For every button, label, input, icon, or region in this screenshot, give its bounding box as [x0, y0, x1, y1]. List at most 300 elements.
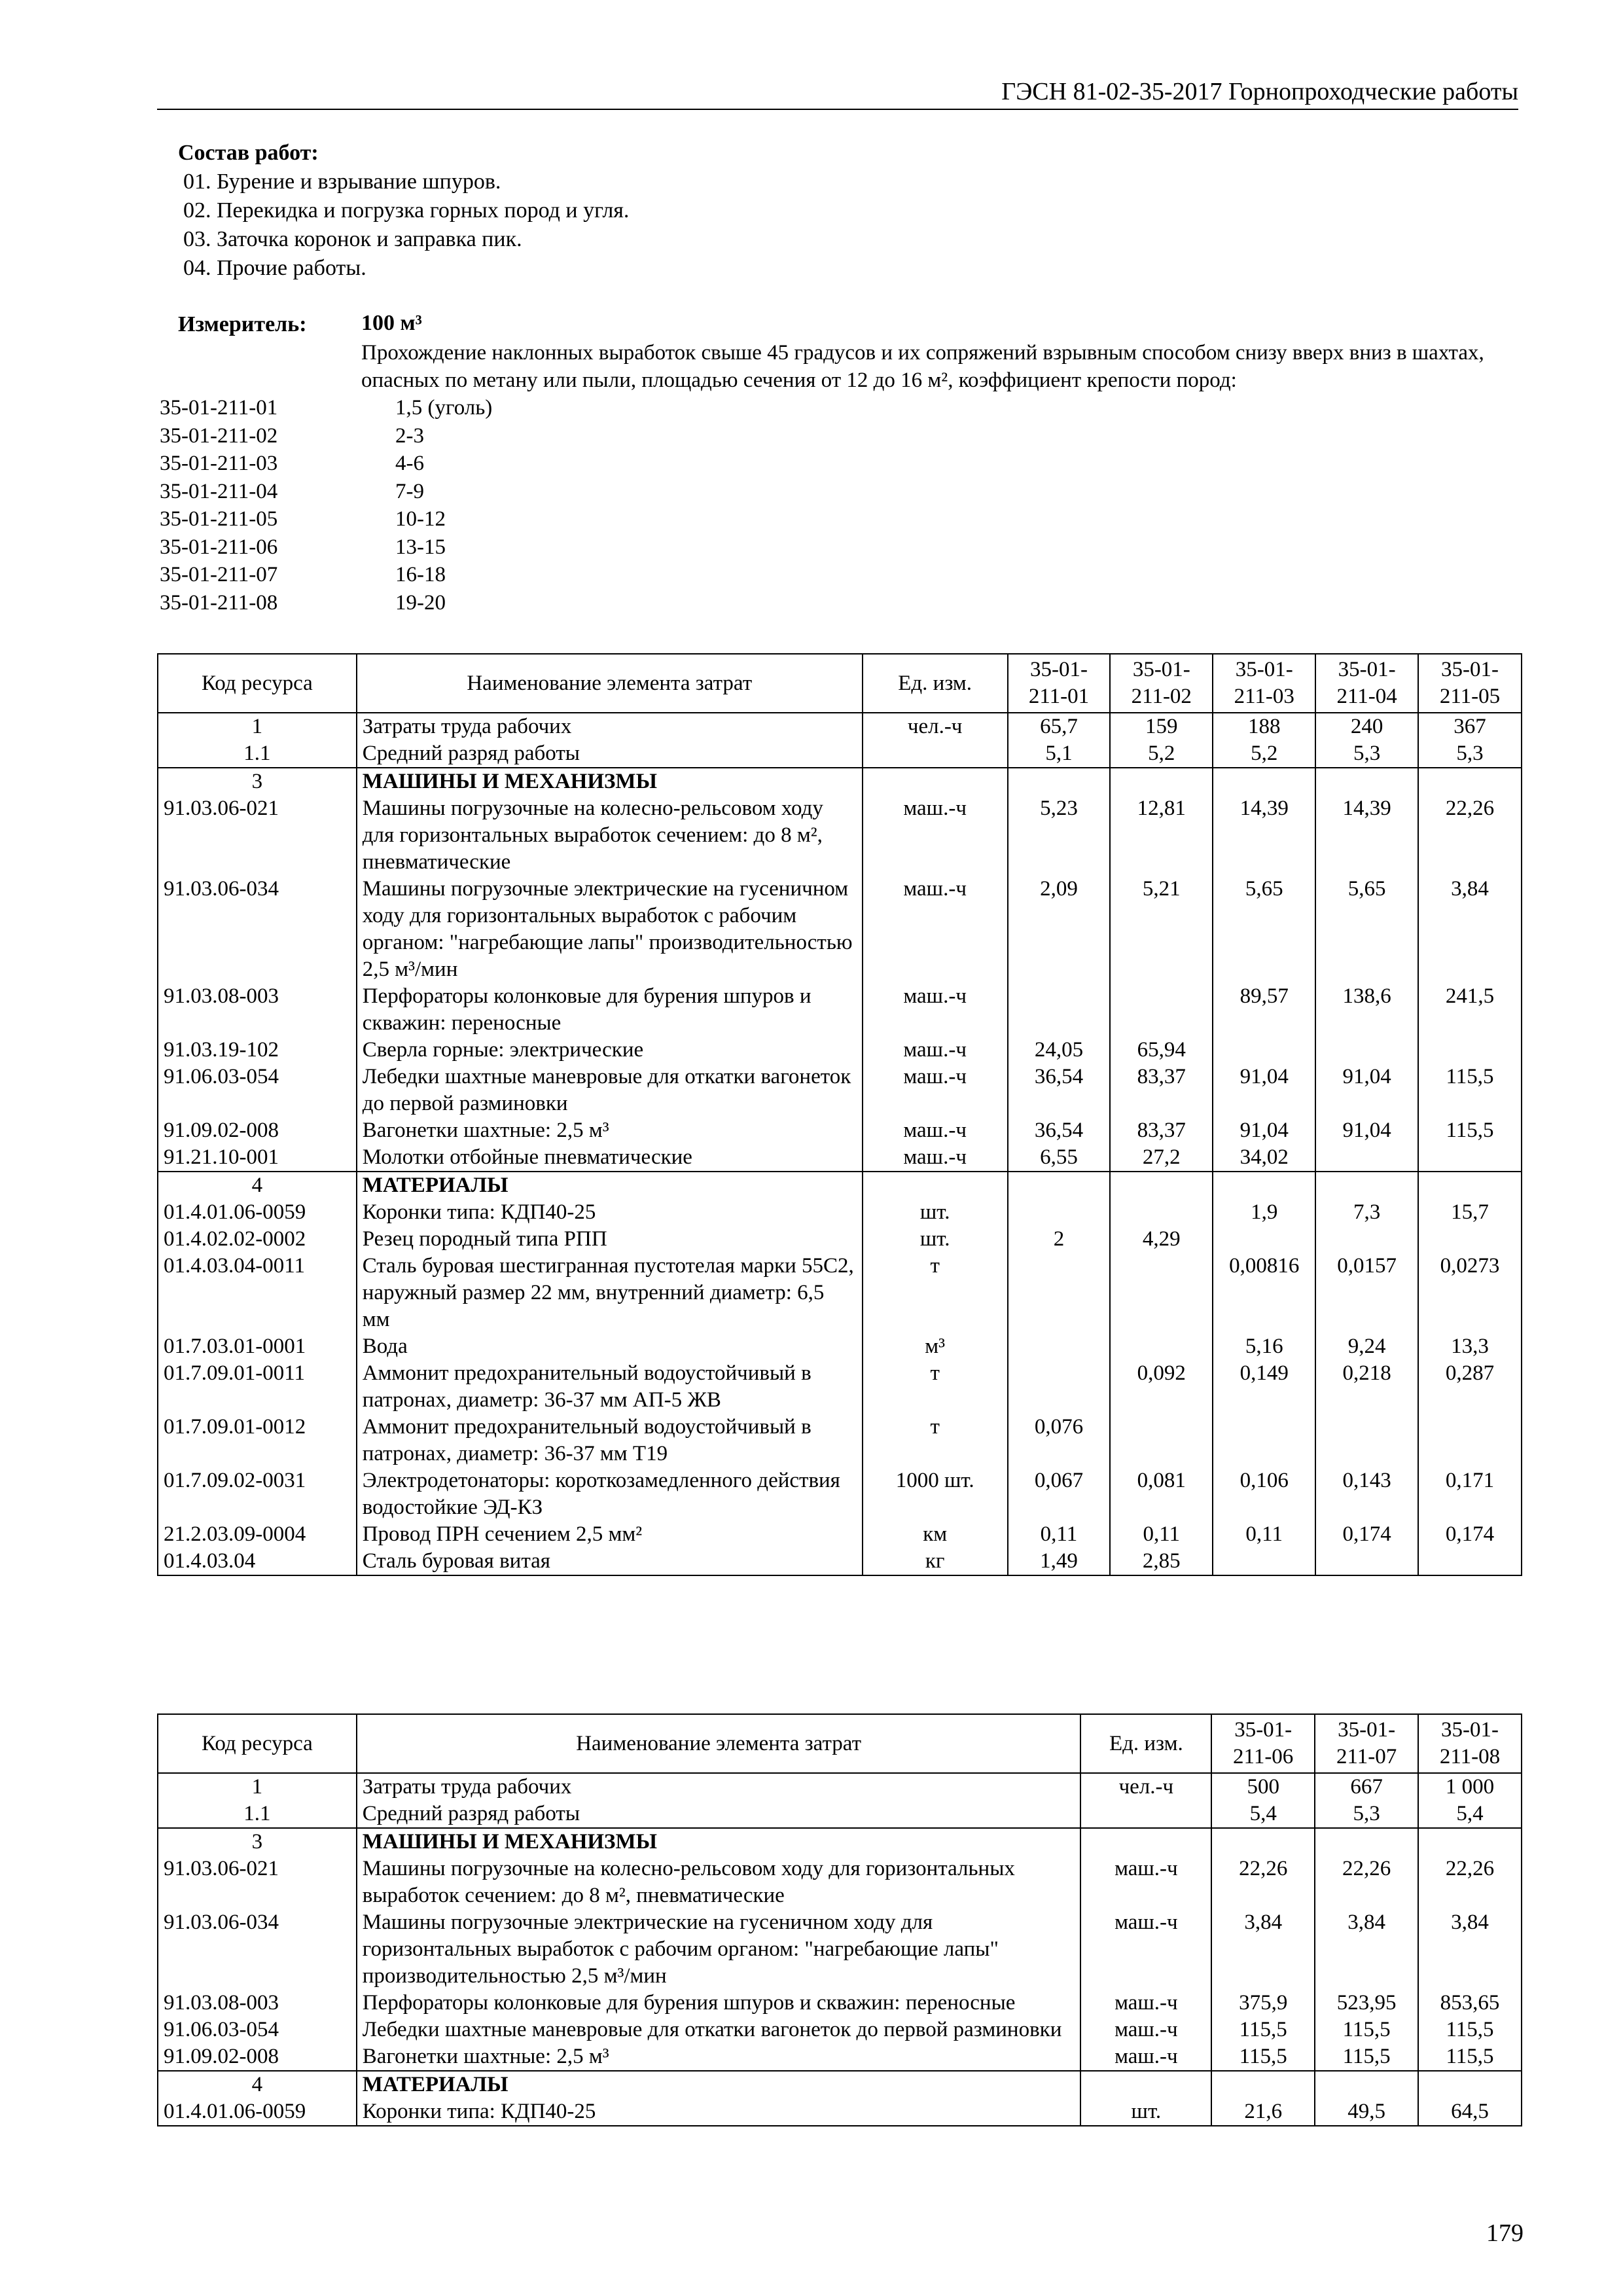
value-cell: 667 — [1315, 1773, 1418, 1801]
value-cell: 0,11 — [1008, 1521, 1111, 1548]
value-cell — [1110, 983, 1213, 1037]
value-cell: 0,11 — [1110, 1521, 1213, 1548]
value-cell — [1418, 1226, 1522, 1253]
value-cell — [1008, 1333, 1111, 1360]
unit: т — [863, 1414, 1008, 1467]
value-cell — [1213, 1172, 1315, 1199]
resource-name: Аммонит предохранительный водоустойчивый в патронах, диаметр: 36-37 мм АП-5 ЖВ — [357, 1360, 863, 1414]
value-cell: 3,84 — [1418, 1909, 1522, 1990]
value-cell — [1213, 1548, 1315, 1575]
unit: чел.-ч — [863, 713, 1008, 740]
measure-value: 100 м³ — [361, 311, 422, 335]
value-cell: 5,21 — [1110, 876, 1213, 983]
resource-name: Перфораторы колонковые для бурения шпуров и скважин: переносные — [357, 983, 863, 1037]
value-cell — [1418, 1828, 1522, 1856]
value-cell: 5,3 — [1315, 740, 1418, 768]
table-row — [158, 1801, 1522, 1828]
resource-code: 1.1 — [158, 1801, 357, 1828]
value-cell — [1110, 1414, 1213, 1467]
value-cell: 1 000 — [1418, 1773, 1522, 1801]
value-cell: 0,067 — [1008, 1467, 1111, 1521]
value-cell: 367 — [1418, 713, 1522, 740]
value-cell — [1213, 768, 1315, 795]
table-row — [158, 713, 1522, 740]
value-cell: 22,26 — [1418, 1856, 1522, 1909]
resource-code: 01.4.03.04-0011 — [158, 1253, 357, 1333]
resource-name: Перфораторы колонковые для бурения шпуров и скважин: переносные — [357, 1990, 1081, 2017]
resource-name: Затраты труда рабочих — [357, 713, 863, 740]
value-cell: 2,09 — [1008, 876, 1111, 983]
column-header: 35-01- 211-04 — [1315, 654, 1418, 713]
value-cell: 64,5 — [1418, 2098, 1522, 2126]
value-cell: 5,4 — [1418, 1801, 1522, 1828]
value-cell — [1110, 1253, 1213, 1333]
value-cell: 115,5 — [1418, 2043, 1522, 2071]
resource-name: Аммонит предохранительный водоустойчивый в патронах, диаметр: 36-37 мм Т19 — [357, 1414, 863, 1467]
value-cell: 138,6 — [1315, 983, 1418, 1037]
unit: маш.-ч — [863, 983, 1008, 1037]
unit — [863, 768, 1008, 795]
value-cell — [1418, 768, 1522, 795]
column-header: 35-01- 211-07 — [1315, 1714, 1418, 1773]
value-cell: 115,5 — [1418, 1117, 1522, 1144]
resource-name: Молотки отбойные пневматические — [357, 1144, 863, 1172]
resource-name: Лебедки шахтные маневровые для откатки вагонеток до первой разминовки — [357, 1064, 863, 1117]
page-header — [157, 77, 1518, 110]
value-cell — [1110, 768, 1213, 795]
unit: чел.-ч — [1080, 1773, 1211, 1801]
resource-code: 91.03.06-034 — [158, 876, 357, 983]
unit: маш.-ч — [1080, 2017, 1211, 2043]
resource-name: Вагонетки шахтные: 2,5 м³ — [357, 1117, 863, 1144]
resource-code: 01.4.01.06-0059 — [158, 1199, 357, 1226]
value-cell — [1315, 1226, 1418, 1253]
value-cell: 7,3 — [1315, 1199, 1418, 1226]
code-value: 2-3 — [395, 423, 424, 448]
value-cell — [1008, 1199, 1111, 1226]
resource-code: 01.7.09.01-0012 — [158, 1414, 357, 1467]
unit: шт. — [863, 1199, 1008, 1226]
value-cell: 3,84 — [1211, 1909, 1315, 1990]
value-cell: 5,16 — [1213, 1333, 1315, 1360]
table-row — [158, 1360, 1522, 1414]
value-cell — [1315, 2071, 1418, 2098]
value-cell: 5,65 — [1315, 876, 1418, 983]
value-cell — [1315, 1414, 1418, 1467]
unit: км — [863, 1521, 1008, 1548]
column-header: 35-01- 211-08 — [1418, 1714, 1522, 1773]
unit: т — [863, 1253, 1008, 1333]
table-row — [158, 1117, 1522, 1144]
resource-code: 01.7.03.01-0001 — [158, 1333, 357, 1360]
value-cell: 5,23 — [1008, 795, 1111, 876]
header-title: ГЭСН 81-02-35-2017 Горнопроходческие работы — [1001, 78, 1518, 105]
composition-item: 02. Перекидка и погрузка горных пород и угля. — [183, 198, 630, 223]
value-cell: 34,02 — [1213, 1144, 1315, 1172]
value-cell: 159 — [1110, 713, 1213, 740]
table-row — [158, 1037, 1522, 1064]
resource-name: Коронки типа: КДП40-25 — [357, 2098, 1081, 2126]
code-list-item — [160, 561, 492, 589]
value-cell: 240 — [1315, 713, 1418, 740]
value-cell: 89,57 — [1213, 983, 1315, 1037]
resource-code: 1.1 — [158, 740, 357, 768]
unit: маш.-ч — [863, 1064, 1008, 1117]
value-cell — [1418, 1172, 1522, 1199]
value-cell: 375,9 — [1211, 1990, 1315, 2017]
column-header: 35-01- 211-02 — [1110, 654, 1213, 713]
resource-name: Провод ПРН сечением 2,5 мм² — [357, 1521, 863, 1548]
table-row — [158, 1909, 1522, 1990]
resource-code: 91.21.10-001 — [158, 1144, 357, 1172]
value-cell: 0,11 — [1213, 1521, 1315, 1548]
table-row — [158, 1226, 1522, 1253]
code-id: 35-01-211-04 — [160, 479, 278, 503]
work-composition — [178, 139, 629, 283]
unit: маш.-ч — [863, 876, 1008, 983]
resource-name: МАТЕРИАЛЫ — [357, 2071, 1081, 2098]
composition-item: 04. Прочие работы. — [183, 256, 366, 280]
value-cell — [1418, 1144, 1522, 1172]
page-number: 179 — [1486, 2219, 1524, 2247]
value-cell: 91,04 — [1315, 1064, 1418, 1117]
value-cell — [1213, 1414, 1315, 1467]
table-row — [158, 768, 1522, 795]
value-cell: 0,218 — [1315, 1360, 1418, 1414]
code-value: 16-18 — [395, 563, 446, 586]
resource-code: 91.03.06-021 — [158, 795, 357, 876]
value-cell: 188 — [1213, 713, 1315, 740]
unit: 1000 шт. — [863, 1467, 1008, 1521]
value-cell: 2,85 — [1110, 1548, 1213, 1575]
value-cell: 0,287 — [1418, 1360, 1522, 1414]
resource-name: МАТЕРИАЛЫ — [357, 1172, 863, 1199]
unit — [863, 1172, 1008, 1199]
composition-heading: Состав работ: — [178, 141, 319, 165]
resource-name: МАШИНЫ И МЕХАНИЗМЫ — [357, 768, 863, 795]
value-cell: 0,0273 — [1418, 1253, 1522, 1333]
resource-name: Машины погрузочные электрические на гусеничном ходу для горизонтальных выработок с рабочим органом: "нагребающие лапы" производительностью 2,5 м³/мин — [357, 876, 863, 983]
code-id: 35-01-211-02 — [160, 423, 278, 448]
column-header: Наименование элемента затрат — [357, 1714, 1081, 1773]
resource-name: Сверла горные: электрические — [357, 1037, 863, 1064]
value-cell: 1,9 — [1213, 1199, 1315, 1226]
unit: шт. — [1080, 2098, 1211, 2126]
column-header: Ед. изм. — [1080, 1714, 1211, 1773]
code-list-item — [160, 450, 492, 478]
value-cell: 115,5 — [1418, 1064, 1522, 1117]
column-header: Наименование элемента затрат — [357, 654, 863, 713]
unit: маш.-ч — [1080, 1990, 1211, 2017]
value-cell: 36,54 — [1008, 1064, 1111, 1117]
value-cell — [1315, 1037, 1418, 1064]
value-cell — [1315, 1172, 1418, 1199]
value-cell: 21,6 — [1211, 2098, 1315, 2126]
value-cell — [1008, 983, 1111, 1037]
value-cell: 36,54 — [1008, 1117, 1111, 1144]
value-cell: 91,04 — [1213, 1117, 1315, 1144]
composition-item: 01. Бурение и взрывание шпуров. — [183, 170, 501, 194]
unit: т — [863, 1360, 1008, 1414]
value-cell: 115,5 — [1315, 2043, 1418, 2071]
value-cell: 0,174 — [1315, 1521, 1418, 1548]
table-row — [158, 983, 1522, 1037]
resource-code: 01.4.03.04 — [158, 1548, 357, 1575]
value-cell: 4,29 — [1110, 1226, 1213, 1253]
unit — [1080, 2071, 1211, 2098]
resource-name: Вагонетки шахтные: 2,5 м³ — [357, 2043, 1081, 2071]
value-cell — [1211, 2071, 1315, 2098]
resource-name: Машины погрузочные на колесно-рельсовом ходу для горизонтальных выработок сечением: до 8 м², пневматические — [357, 1856, 1081, 1909]
resource-code: 01.7.09.02-0031 — [158, 1467, 357, 1521]
value-cell — [1418, 1548, 1522, 1575]
resource-table-2 — [157, 1713, 1522, 2126]
table-row — [158, 1253, 1522, 1333]
column-header: Код ресурса — [158, 654, 357, 713]
value-cell: 0,149 — [1213, 1360, 1315, 1414]
value-cell: 24,05 — [1008, 1037, 1111, 1064]
resource-code: 1 — [158, 1773, 357, 1801]
unit: маш.-ч — [863, 1117, 1008, 1144]
resource-code: 91.09.02-008 — [158, 1117, 357, 1144]
value-cell: 9,24 — [1315, 1333, 1418, 1360]
resource-name: МАШИНЫ И МЕХАНИЗМЫ — [357, 1828, 1081, 1856]
resource-name: Вода — [357, 1333, 863, 1360]
code-list-item — [160, 422, 492, 450]
value-cell — [1008, 1253, 1111, 1333]
resource-code: 91.03.06-034 — [158, 1909, 357, 1990]
value-cell: 65,94 — [1110, 1037, 1213, 1064]
value-cell: 5,1 — [1008, 740, 1111, 768]
code-value: 10-12 — [395, 507, 446, 531]
value-cell: 12,81 — [1110, 795, 1213, 876]
value-cell: 0,174 — [1418, 1521, 1522, 1548]
value-cell: 2 — [1008, 1226, 1111, 1253]
value-cell: 0,00816 — [1213, 1253, 1315, 1333]
unit: маш.-ч — [1080, 2043, 1211, 2071]
resource-code: 01.4.02.02-0002 — [158, 1226, 357, 1253]
resource-code: 91.09.02-008 — [158, 2043, 357, 2071]
value-cell: 22,26 — [1418, 795, 1522, 876]
value-cell — [1315, 768, 1418, 795]
value-cell — [1315, 1828, 1418, 1856]
code-id: 35-01-211-06 — [160, 535, 278, 559]
value-cell: 91,04 — [1213, 1064, 1315, 1117]
value-cell: 5,4 — [1211, 1801, 1315, 1828]
unit — [1080, 1801, 1211, 1828]
resource-name: Резец породный типа РПП — [357, 1226, 863, 1253]
column-header: Код ресурса — [158, 1714, 357, 1773]
table-row — [158, 1467, 1522, 1521]
unit: маш.-ч — [863, 795, 1008, 876]
resource-name: Сталь буровая витая — [357, 1548, 863, 1575]
value-cell: 49,5 — [1315, 2098, 1418, 2126]
code-list-item — [160, 505, 492, 533]
table-row — [158, 1856, 1522, 1909]
value-cell: 91,04 — [1315, 1117, 1418, 1144]
code-list-item — [160, 589, 492, 617]
resource-name: Средний разряд работы — [357, 740, 863, 768]
resource-name: Средний разряд работы — [357, 1801, 1081, 1828]
table-row — [158, 1199, 1522, 1226]
value-cell: 15,7 — [1418, 1199, 1522, 1226]
column-header: Ед. изм. — [863, 654, 1008, 713]
table-row — [158, 1144, 1522, 1172]
value-cell: 5,2 — [1213, 740, 1315, 768]
resource-code: 01.4.01.06-0059 — [158, 2098, 357, 2126]
unit: маш.-ч — [1080, 1856, 1211, 1909]
value-cell: 853,65 — [1418, 1990, 1522, 2017]
value-cell — [1213, 1226, 1315, 1253]
value-cell: 3,84 — [1315, 1909, 1418, 1990]
resource-code: 91.03.19-102 — [158, 1037, 357, 1064]
table-row — [158, 740, 1522, 768]
column-header: 35-01- 211-06 — [1211, 1714, 1315, 1773]
value-cell: 5,65 — [1213, 876, 1315, 983]
column-header: 35-01- 211-05 — [1418, 654, 1522, 713]
code-value: 7-9 — [395, 479, 424, 503]
code-value: 19-20 — [395, 590, 446, 615]
value-cell — [1418, 1414, 1522, 1467]
value-cell: 65,7 — [1008, 713, 1111, 740]
resource-name: Электродетонаторы: короткозамедленного действия водостойкие ЭД-КЗ — [357, 1467, 863, 1521]
value-cell — [1418, 2071, 1522, 2098]
resource-code: 4 — [158, 1172, 357, 1199]
value-cell: 115,5 — [1211, 2017, 1315, 2043]
resource-code: 4 — [158, 2071, 357, 2098]
table-row — [158, 2043, 1522, 2071]
code-value: 13-15 — [395, 535, 446, 559]
code-id: 35-01-211-03 — [160, 452, 278, 475]
resource-name: Лебедки шахтные маневровые для откатки вагонеток до первой разминовки — [357, 2017, 1081, 2043]
code-list-item — [160, 478, 492, 506]
unit: маш.-ч — [1080, 1909, 1211, 1990]
unit: маш.-ч — [863, 1144, 1008, 1172]
code-list — [160, 394, 492, 617]
value-cell: 22,26 — [1315, 1856, 1418, 1909]
code-id: 35-01-211-01 — [160, 396, 278, 420]
table-row — [158, 2098, 1522, 2126]
value-cell: 13,3 — [1418, 1333, 1522, 1360]
column-header: 35-01- 211-03 — [1213, 654, 1315, 713]
resource-code: 21.2.03.09-0004 — [158, 1521, 357, 1548]
value-cell: 523,95 — [1315, 1990, 1418, 2017]
composition-item: 03. Заточка коронок и заправка пик. — [183, 227, 522, 251]
table-row — [158, 1828, 1522, 1856]
value-cell — [1008, 768, 1111, 795]
unit — [863, 740, 1008, 768]
resource-code: 91.06.03-054 — [158, 2017, 357, 2043]
resource-code: 91.03.08-003 — [158, 1990, 357, 2017]
value-cell: 0,106 — [1213, 1467, 1315, 1521]
resource-code: 01.7.09.01-0011 — [158, 1360, 357, 1414]
value-cell: 83,37 — [1110, 1064, 1213, 1117]
unit: шт. — [863, 1226, 1008, 1253]
value-cell: 115,5 — [1418, 2017, 1522, 2043]
unit: маш.-ч — [863, 1037, 1008, 1064]
resource-table-1 — [157, 653, 1522, 1576]
resource-code: 3 — [158, 1828, 357, 1856]
resource-code: 91.03.08-003 — [158, 983, 357, 1037]
code-id: 35-01-211-08 — [160, 590, 278, 615]
value-cell — [1315, 1144, 1418, 1172]
value-cell: 0,076 — [1008, 1414, 1111, 1467]
value-cell: 6,55 — [1008, 1144, 1111, 1172]
value-cell: 0,081 — [1110, 1467, 1213, 1521]
table-row — [158, 1333, 1522, 1360]
table-row — [158, 1172, 1522, 1199]
table-row — [158, 1990, 1522, 2017]
table-row — [158, 1773, 1522, 1801]
resource-name: Затраты труда рабочих — [357, 1773, 1081, 1801]
value-cell: 0,0157 — [1315, 1253, 1418, 1333]
table-row — [158, 2017, 1522, 2043]
resource-code: 91.03.06-021 — [158, 1856, 357, 1909]
table-row — [158, 795, 1522, 876]
column-header: 35-01- 211-01 — [1008, 654, 1111, 713]
code-id: 35-01-211-05 — [160, 507, 278, 531]
value-cell: 5,2 — [1110, 740, 1213, 768]
value-cell — [1110, 1333, 1213, 1360]
value-cell: 1,49 — [1008, 1548, 1111, 1575]
unit: кг — [863, 1548, 1008, 1575]
resource-code: 91.06.03-054 — [158, 1064, 357, 1117]
measure-description: Прохождение наклонных выработок свыше 45 градусов и их сопряжений взрывным способом снизу вверх вниз в шахтах, опасных по метану или пыли, площадью сечения от 12 до 16 м², коэффициент крепости пород: — [361, 341, 1484, 392]
resource-name: Коронки типа: КДП40-25 — [357, 1199, 863, 1226]
table-row — [158, 1414, 1522, 1467]
unit: м³ — [863, 1333, 1008, 1360]
value-cell: 0,143 — [1315, 1467, 1418, 1521]
value-cell — [1211, 1828, 1315, 1856]
value-cell: 500 — [1211, 1773, 1315, 1801]
value-cell: 27,2 — [1110, 1144, 1213, 1172]
value-cell — [1213, 1037, 1315, 1064]
code-list-item — [160, 394, 492, 422]
resource-name: Машины погрузочные электрические на гусеничном ходу для горизонтальных выработок с рабочим органом: "нагребающие лапы" производительностью 2,5 м³/мин — [357, 1909, 1081, 1990]
table-row — [158, 876, 1522, 983]
value-cell — [1418, 1037, 1522, 1064]
table-row — [158, 1064, 1522, 1117]
value-cell: 14,39 — [1315, 795, 1418, 876]
value-cell: 115,5 — [1211, 2043, 1315, 2071]
code-list-item — [160, 533, 492, 562]
table-row — [158, 1548, 1522, 1575]
value-cell: 14,39 — [1213, 795, 1315, 876]
value-cell: 5,3 — [1315, 1801, 1418, 1828]
code-id: 35-01-211-07 — [160, 563, 278, 586]
value-cell: 22,26 — [1211, 1856, 1315, 1909]
value-cell: 0,092 — [1110, 1360, 1213, 1414]
value-cell: 115,5 — [1315, 2017, 1418, 2043]
unit — [1080, 1828, 1211, 1856]
resource-name: Машины погрузочные на колесно-рельсовом ходу для горизонтальных выработок сечением: до 8 м², пневматические — [357, 795, 863, 876]
resource-code: 3 — [158, 768, 357, 795]
table-row — [158, 2071, 1522, 2098]
resource-code: 1 — [158, 713, 357, 740]
value-cell — [1008, 1360, 1111, 1414]
table-row — [158, 1521, 1522, 1548]
resource-name: Сталь буровая шестигранная пустотелая марки 55С2, наружный размер 22 мм, внутренний диаметр: 6,5 мм — [357, 1253, 863, 1333]
value-cell: 3,84 — [1418, 876, 1522, 983]
value-cell — [1008, 1172, 1111, 1199]
value-cell: 5,3 — [1418, 740, 1522, 768]
value-cell: 0,171 — [1418, 1467, 1522, 1521]
value-cell: 241,5 — [1418, 983, 1522, 1037]
value-cell — [1315, 1548, 1418, 1575]
value-cell — [1110, 1172, 1213, 1199]
measure-label: Измеритель: — [178, 312, 307, 336]
code-value: 1,5 (уголь) — [395, 396, 493, 420]
